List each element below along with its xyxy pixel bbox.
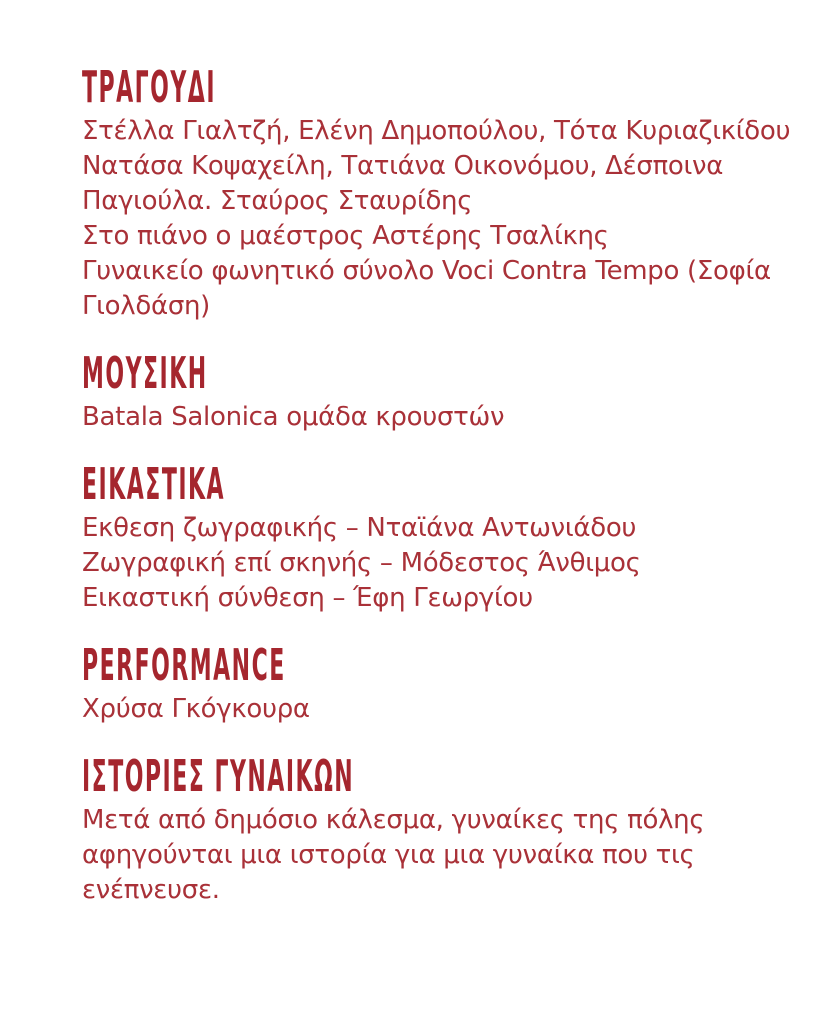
section-performance-line: Χρύσα Γκόγκουρα <box>82 694 310 724</box>
section-visual-arts-title <box>82 459 769 510</box>
section-songs-title-text: ΤΡΑΓΟΥΔΙ <box>82 62 217 113</box>
section-visual-arts <box>82 459 769 616</box>
section-songs-line: Στο πιάνο ο μαέστρος Αστέρης Τσαλίκης <box>82 221 609 251</box>
section-performance <box>82 640 769 727</box>
section-womens-stories-title <box>82 751 769 802</box>
section-visual-arts-line: Εικαστική σύνθεση – Έφη Γεωργίου <box>82 583 533 613</box>
section-music-line: Batala Salonica ομάδα κρουστών <box>82 402 505 432</box>
section-womens-stories <box>82 751 769 908</box>
section-songs <box>82 62 791 324</box>
section-music-title-text: ΜΟΥΣΙΚΗ <box>82 348 208 399</box>
section-visual-arts-title-text: ΕΙΚΑΣΤΙΚΑ <box>82 459 226 510</box>
section-visual-arts-line: Ζωγραφική επί σκηνής – Μόδεστος Άνθιμος <box>82 548 641 578</box>
section-womens-stories-line: ενέπνευσε. <box>82 875 220 905</box>
section-womens-stories-line: Μετά από δημόσιο κάλεσμα, γυναίκες της πόλης <box>82 805 705 835</box>
section-womens-stories-line: αφηγούνται μια ιστορία για μια γυναίκα που τις <box>82 840 695 870</box>
section-womens-stories-title-text: ΙΣΤΟΡΙΕΣ ΓΥΝΑΙΚΩΝ <box>82 751 355 802</box>
section-music <box>82 348 769 435</box>
section-visual-arts-line: Εκθεση ζωγραφικής – Νταϊάνα Αντωνιάδου <box>82 513 637 543</box>
section-songs-line: Παγιούλα. Σταύρος Σταυρίδης <box>82 186 473 216</box>
section-performance-title <box>82 640 769 691</box>
section-songs-line: Γιολδάση) <box>82 291 211 321</box>
section-songs-line: Γυναικείο φωνητικό σύνολο Voci Contra Tempo (Σοφία <box>82 256 771 286</box>
section-songs-line: Στέλλα Γιαλτζή, Ελένη Δημοπούλου, Τότα Κυριαζικίδου <box>82 116 791 146</box>
section-music-title <box>82 348 769 399</box>
section-songs-line: Νατάσα Κοψαχείλη, Τατιάνα Οικονόμου, Δέσποινα <box>82 151 724 181</box>
section-performance-title-text: PERFORMANCE <box>82 640 286 691</box>
section-songs-title <box>82 62 769 113</box>
